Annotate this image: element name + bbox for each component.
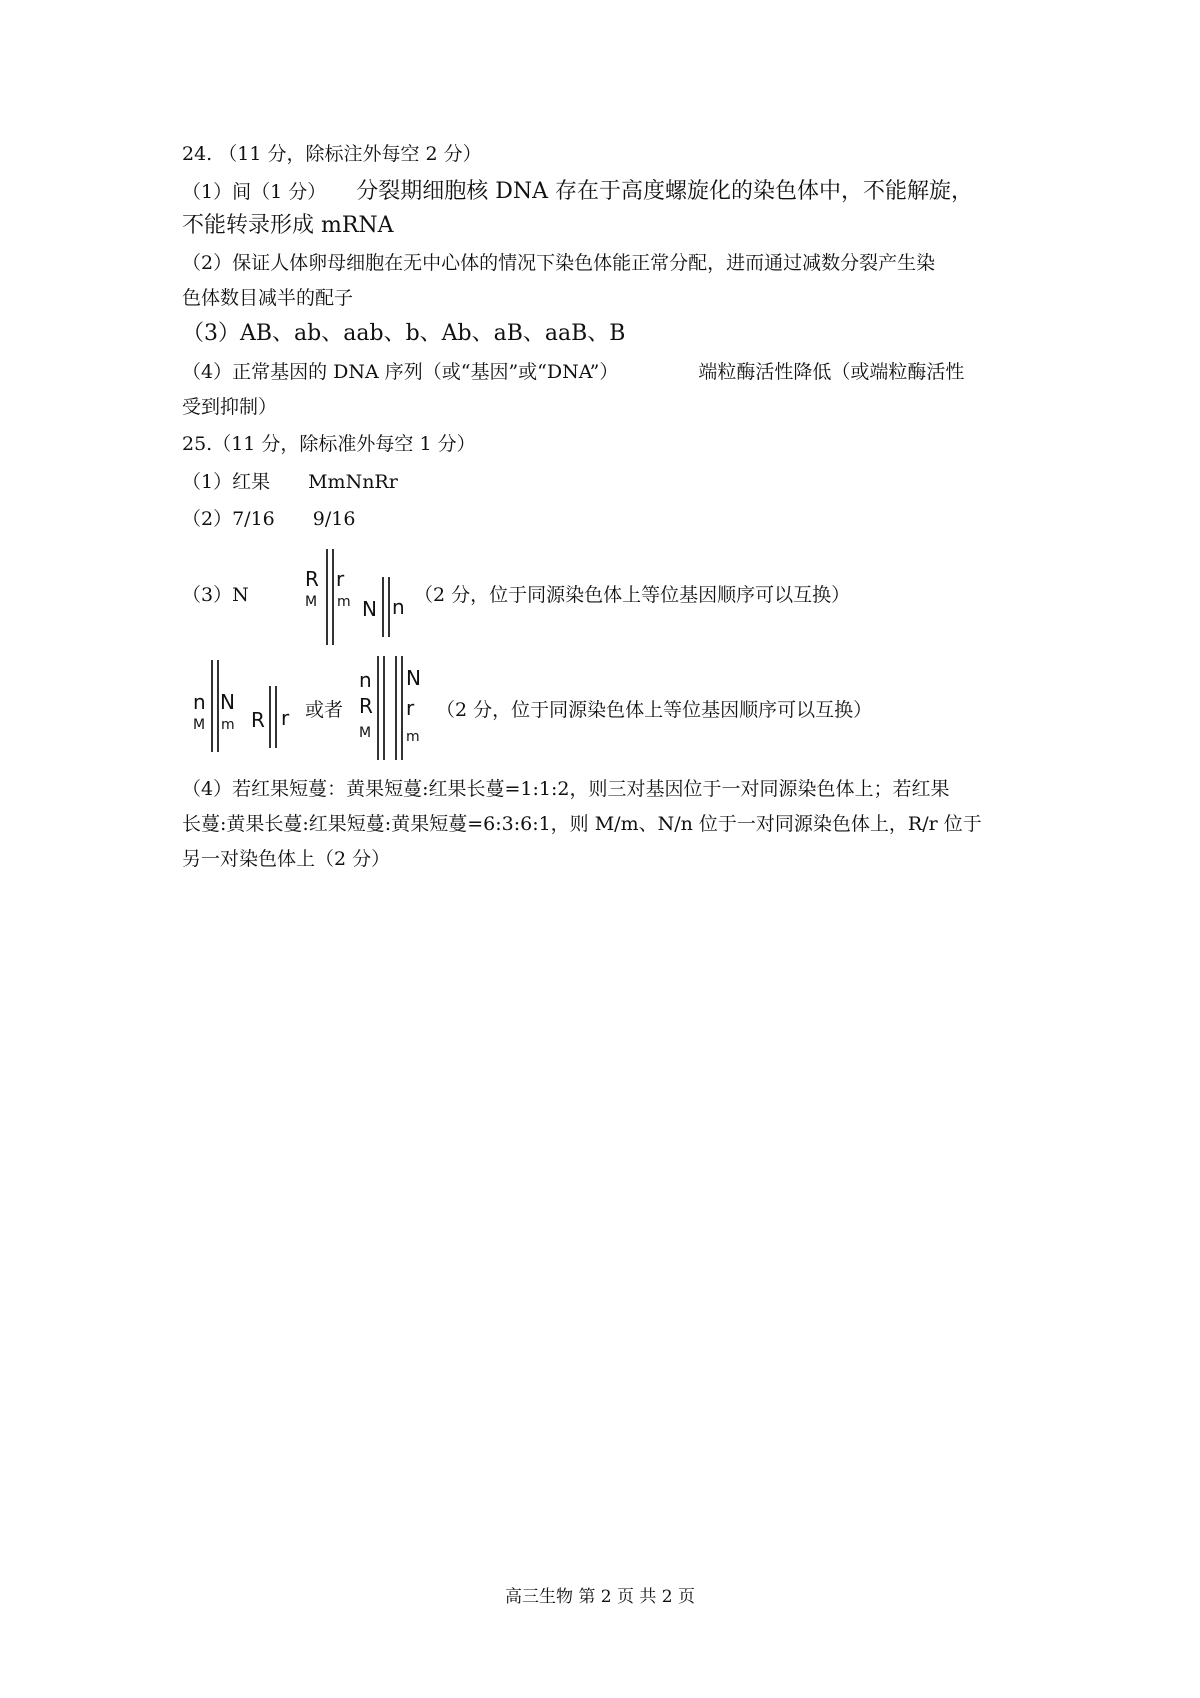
allele-label: m xyxy=(406,729,420,745)
q24-part4-left: （4）正常基因的 DNA 序列（或“基因”或“DNA”） xyxy=(182,361,619,383)
q25-part3-label: （3）N xyxy=(182,584,249,606)
q25-part2-label: （2）7/16 xyxy=(182,508,275,530)
chromosome-line xyxy=(377,656,379,760)
allele-label: M xyxy=(359,725,372,741)
allele-label: n xyxy=(359,668,372,692)
allele-label: N xyxy=(220,690,235,714)
q24-part1-prefix: （1）间（1 分） xyxy=(182,181,327,203)
q24-part4-cont: 受到抑制） xyxy=(182,396,278,418)
allele-label: m xyxy=(337,594,351,610)
allele-label: M xyxy=(193,717,206,733)
q25-part2 xyxy=(182,507,355,531)
page-footer: 高三生物 第 2 页 共 2 页 xyxy=(504,1587,696,1607)
chromosome-line xyxy=(275,686,277,748)
chromosome-pair-2 xyxy=(357,577,405,637)
chromosome-pair xyxy=(357,656,427,760)
q25-part1 xyxy=(182,470,398,494)
chromosome-line xyxy=(326,549,328,645)
q24-part2-line2: 色体数目减半的配子 xyxy=(182,287,354,309)
allele-label: R xyxy=(305,567,319,591)
chromosome-pair-2 xyxy=(249,686,293,748)
allele-label: r xyxy=(281,706,290,730)
chromosome-pair-1 xyxy=(305,549,351,645)
q25-header: 25.（11 分，除标准外每空 1 分） xyxy=(182,433,476,455)
q24-part3: （3）AB、ab、aab、b、Ab、aB、aaB、B xyxy=(182,321,626,346)
q25-part2-value: 9/16 xyxy=(312,508,356,530)
q25-part4-line3: 另一对染色体上（2 分） xyxy=(182,848,391,870)
chromosome-line xyxy=(217,660,219,752)
q25-part3-note: （2 分，位于同源染色体上等位基因顺序可以互换） xyxy=(414,584,851,606)
q25-part4-line2: 长蔓:黄果长蔓:红果短蔓:黄果短蔓=6:3:6:1，则 M/m、N/n 位于一对同源染色体上，R/r 位于 xyxy=(182,813,982,835)
chromosome-line xyxy=(401,656,403,760)
q25-part3-note2: （2 分，位于同源染色体上等位基因顺序可以互换） xyxy=(436,699,873,721)
allele-label: n xyxy=(392,595,405,619)
allele-label: n xyxy=(193,690,206,714)
allele-label: m xyxy=(221,717,235,733)
allele-label: M xyxy=(305,594,318,610)
allele-label: r xyxy=(336,567,345,591)
allele-label: r xyxy=(406,696,415,720)
chromosome-line xyxy=(211,660,213,752)
q24-part4 xyxy=(182,360,964,384)
q24-part1-cont: 不能转录形成 mRNA xyxy=(182,213,394,238)
chromosome-line xyxy=(269,686,271,748)
q24-part1-main: 分裂期细胞核 DNA 存在于高度螺旋化的染色体中，不能解旋， xyxy=(356,179,973,204)
allele-label: N xyxy=(406,666,421,690)
chromosome-line xyxy=(382,577,384,637)
chromosome-line xyxy=(332,549,334,645)
allele-label: R xyxy=(251,708,265,732)
q25-part1-value: MmNnRr xyxy=(308,471,398,493)
chromosome-line xyxy=(395,656,397,760)
q24-part2-line1: （2）保证人体卵母细胞在无中心体的情况下染色体能正常分配，进而通过减数分裂产生染 xyxy=(182,252,936,274)
q24-part1 xyxy=(182,180,973,204)
q24-header: 24. （11 分，除标注外每空 2 分） xyxy=(182,143,482,165)
chromosome-line xyxy=(388,577,390,637)
chromosome-line xyxy=(383,656,385,760)
allele-label: N xyxy=(362,597,377,621)
allele-label: R xyxy=(359,694,373,718)
or-text: 或者 xyxy=(305,699,344,721)
q25-part1-label: （1）红果 xyxy=(182,471,271,493)
q25-part4-line1: （4）若红果短蔓：黄果短蔓:红果长蔓=1:1:2，则三对基因位于一对同源染色体上；若红果 xyxy=(182,778,950,800)
q24-part4-right: 端粒酶活性降低（或端粒酶活性 xyxy=(698,361,965,383)
chromosome-pair-1 xyxy=(193,660,233,752)
